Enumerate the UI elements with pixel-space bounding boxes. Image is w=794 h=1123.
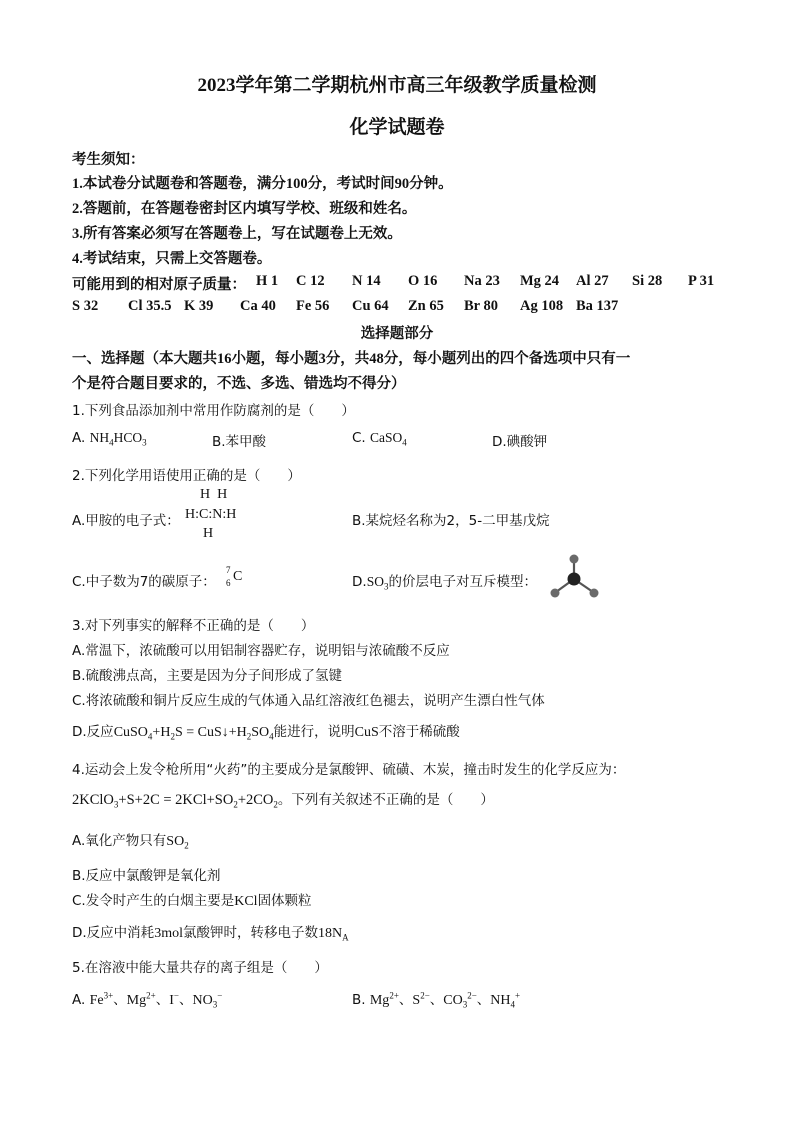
atomic-mass: Zn 65: [408, 298, 444, 314]
question-1-stem: 1.下列食品添加剂中常用作防腐剂的是（ ）: [72, 403, 355, 419]
atomic-mass: C 12: [296, 273, 325, 289]
atomic-mass: S 32: [72, 298, 99, 314]
atomic-mass: Si 28: [632, 273, 663, 289]
electron-formula-middle: H:C:N:H: [185, 507, 237, 522]
question-5-option-b: B. $Mg^{2+}$、$S^{2-}$、$CO_3^{2-}$、$NH_4^+$: [352, 990, 521, 1010]
atomic-mass: Ag 108: [520, 298, 564, 314]
question-4-option-a: A.氧化产物只有$SO_2$: [72, 833, 189, 851]
notice-item-3: 3.所有答案必须写在答题卷上，写在试题卷上无效。: [72, 226, 402, 242]
vsepr-trigonal-planar-model: [546, 552, 602, 602]
question-3-option-d: D.反应$CuSO_4+H_2S$ = $CuS↓+H_2SO_4$能进行，说明CuS不溶于稀硫酸: [72, 724, 460, 742]
question-3-option-c: C.将浓硫酸和铜片反应生成的气体通入品红溶液红色褪去，说明产生漂白性气体: [72, 693, 545, 709]
question-1-option-c: C. CaSO$_4$: [352, 430, 407, 448]
atomic-mass: P 31: [688, 273, 715, 289]
atomic-mass: Cl 35.5: [128, 298, 172, 314]
atomic-mass: H 1: [256, 273, 279, 289]
question-3-option-b: B.硫酸沸点高，主要是因为分子间形成了氢键: [72, 668, 343, 684]
section-instruction-line2: 个是符合题目要求的，不选、多选、错选均不得分）: [72, 376, 406, 392]
question-3-stem: 3.对下列事实的解释不正确的是（ ）: [72, 618, 315, 634]
question-1-option-b: B.苯甲酸: [212, 434, 267, 450]
atomic-mass: Al 27: [576, 273, 609, 289]
section-title: 选择题部分: [360, 326, 434, 342]
atomic-mass: Fe 56: [296, 298, 330, 314]
question-1-option-d: D.碘酸钾: [492, 434, 548, 450]
question-4-equation: 2KClO$_3$+S+2C = $2KCl+SO_2+2CO_2$。下列有关叙述不正确的是（ ）: [72, 792, 494, 810]
question-1-option-a: A. $NH_4HCO_3$: [72, 430, 147, 448]
atomic-mass: Cu 64: [352, 298, 389, 314]
question-5-option-a: A. $Fe^{3+}$、$Mg^{2+}$、I−、$NO_3^-$: [72, 990, 223, 1010]
question-5-stem: 5.在溶液中能大量共存的离子组是（ ）: [72, 960, 328, 976]
question-2-stem: 2.下列化学用语使用正确的是（ ）: [72, 468, 301, 484]
atomic-mass: Br 80: [464, 298, 498, 314]
question-2-option-d: $D.SO_3$的价层电子对互斥模型：: [352, 574, 537, 592]
atomic-mass: Ba 137: [576, 298, 619, 314]
electron-formula-top: H H: [200, 487, 228, 502]
section-instruction-line1: 一、选择题（本大题共16小题，每小题3分，共48分，每小题列出的四个备选项中只有一: [72, 351, 631, 367]
exam-subtitle: 化学试题卷: [349, 117, 445, 138]
atomic-mass-label: 可能用到的相对原子质量：: [72, 277, 246, 293]
exam-title: 2023学年第二学期杭州市高三年级教学质量检测: [197, 75, 597, 96]
atomic-mass: Na 23: [464, 273, 500, 289]
question-2-option-b: B.某烷烃名称为2，5-二甲基戊烷: [352, 513, 550, 529]
question-4-stem: 4.运动会上发令枪所用“火药”的主要成分是氯酸钾、硫磺、木炭，撞击时发生的化学反应为：: [72, 762, 626, 778]
question-4-option-b: B.反应中氯酸钾是氧化剂: [72, 868, 221, 884]
atomic-mass: K 39: [184, 298, 214, 314]
atomic-mass: Mg 24: [520, 273, 560, 289]
question-2-option-c: C.中子数为7的碳原子：: [72, 574, 216, 590]
question-4-option-c: C.发令时产生的白烟主要是KCl固体颗粒: [72, 893, 312, 909]
notice-item-1: 1.本试卷分试题卷和答题卷，满分100分，考试时间90分钟。: [72, 176, 453, 192]
question-3-option-a: A.常温下，浓硫酸可以用铝制容器贮存，说明铝与浓硫酸不反应: [72, 643, 450, 659]
isotope-mass-number: 7: [226, 565, 231, 575]
notice-item-4: 4.考试结束，只需上交答题卷。: [72, 251, 272, 267]
atomic-mass: N 14: [352, 273, 381, 289]
question-4-option-d: D.反应中消耗3mol氯酸钾时，转移电子数$18N_A$: [72, 925, 349, 943]
atomic-mass: O 16: [408, 273, 438, 289]
atomic-mass: Ca 40: [240, 298, 276, 314]
notice-heading: 考生须知：: [72, 152, 145, 168]
question-2-option-a-label: A.甲胺的电子式：: [72, 513, 180, 529]
isotope-atomic-number: 6: [226, 578, 231, 588]
notice-item-2: 2.答题前，在答题卷密封区内填写学校、班级和姓名。: [72, 201, 417, 217]
isotope-symbol: C: [233, 569, 243, 584]
electron-formula-bottom: H: [203, 526, 214, 541]
